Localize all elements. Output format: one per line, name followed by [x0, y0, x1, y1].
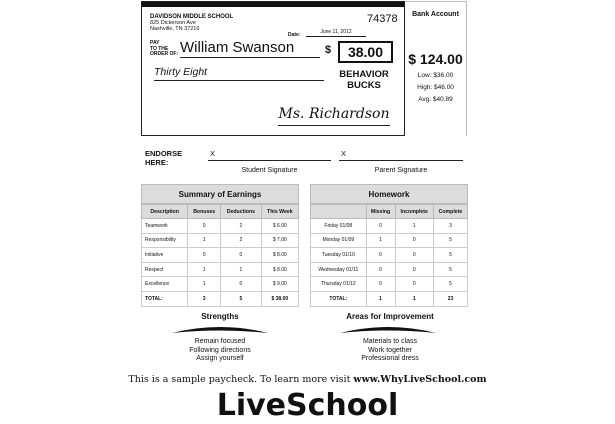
- table-cell: Initiative: [142, 248, 188, 263]
- table-cell: 0: [188, 219, 221, 234]
- homework-col-incomplete: Incomplete: [395, 205, 433, 219]
- table-cell: 1: [366, 233, 395, 248]
- list-item: Assign yourself: [196, 355, 244, 362]
- table-cell: 1: [221, 262, 262, 277]
- bank-avg: Avg: $40.89: [418, 96, 453, 103]
- strengths-title: Strengths: [201, 312, 239, 321]
- table-cell: Tuesday 01/10: [311, 248, 367, 263]
- table-cell: 2: [221, 219, 262, 234]
- table-row: [311, 262, 468, 277]
- school-address-line2: Nashville, TN 37216: [150, 26, 200, 32]
- table-cell: Thursday 01/12: [311, 277, 367, 292]
- parent-signature-label: Parent Signature: [374, 167, 428, 174]
- bank-total: $ 124.00: [408, 51, 463, 67]
- payee-name: William Swanson: [180, 39, 320, 58]
- table-cell: $ 9.00: [261, 277, 298, 292]
- list-item: Work together: [368, 346, 412, 354]
- table-row: [311, 233, 468, 248]
- homework-header-row: [311, 205, 468, 219]
- table-cell: 0: [395, 277, 433, 292]
- table-cell: 1: [188, 277, 221, 292]
- earnings-col-deductions: Deductions: [221, 205, 262, 219]
- bank-account-panel: [405, 1, 467, 136]
- amount-box: 38.00: [338, 41, 393, 63]
- table-cell: 5: [433, 233, 467, 248]
- table-cell: 1: [366, 291, 395, 306]
- list-item: Following directions: [189, 346, 251, 354]
- table-row: [142, 262, 299, 277]
- table-cell: 1: [395, 219, 433, 234]
- bucks-label-line2: BUCKS: [347, 80, 381, 91]
- improvement-swoosh-divider: [338, 324, 438, 336]
- table-cell: $ 38.00: [261, 291, 298, 306]
- earnings-title: Summary of Earnings: [141, 184, 299, 204]
- table-cell: $ 7.00: [261, 233, 298, 248]
- table-cell: 0: [366, 248, 395, 263]
- school-info: [150, 14, 233, 32]
- date-label: Date:: [288, 32, 301, 38]
- table-cell: 1: [188, 233, 221, 248]
- table-cell: 0: [395, 248, 433, 263]
- endorse-label-line1: ENDORSE: [145, 149, 183, 158]
- table-cell: 5: [433, 262, 467, 277]
- table-row: [142, 248, 299, 263]
- footer-note: [0, 374, 615, 385]
- table-cell: TOTAL:: [142, 291, 188, 306]
- table-cell: 0: [395, 233, 433, 248]
- table-cell: Monday 01/09: [311, 233, 367, 248]
- table-cell: Excellence: [142, 277, 188, 292]
- footer-url-link[interactable]: www.WhyLiveSchool.com: [353, 374, 487, 385]
- pay-to-label: [150, 41, 178, 58]
- table-cell: Wednesday 01/11: [311, 262, 367, 277]
- earnings-col-this-week: This Week: [261, 205, 298, 219]
- bank-title: Bank Account: [412, 11, 459, 18]
- endorse-label: [145, 149, 182, 167]
- table-cell: 23: [433, 291, 467, 306]
- table-cell: $ 8.00: [261, 262, 298, 277]
- table-row: [311, 219, 468, 234]
- footer-text: This is a sample paycheck. To learn more visit: [128, 374, 354, 385]
- bank-high: High: $46.00: [417, 84, 454, 91]
- table-cell: 3: [433, 219, 467, 234]
- homework-col-missing: Missing: [366, 205, 395, 219]
- table-cell: 0: [221, 248, 262, 263]
- table-cell: 0: [188, 248, 221, 263]
- amount-in-words: Thirty Eight: [154, 66, 324, 81]
- table-row: [311, 277, 468, 292]
- list-item: Remain focused: [194, 338, 246, 345]
- pay-label: PAY: [150, 40, 160, 46]
- list-item: Professional dress: [361, 355, 419, 362]
- school-name: DAVIDSON MIDDLE SCHOOL: [150, 14, 234, 20]
- table-cell: 5: [433, 277, 467, 292]
- table-row: [142, 277, 299, 292]
- table-cell: TOTAL:: [311, 291, 367, 306]
- check-number: 74378: [367, 13, 398, 25]
- endorse-label-line2: HERE:: [145, 158, 169, 167]
- student-signature-line[interactable]: [208, 160, 331, 161]
- bucks-label-line1: BEHAVIOR: [339, 69, 389, 80]
- table-row: [142, 233, 299, 248]
- table-cell: $ 6.00: [261, 219, 298, 234]
- table-cell: 0: [395, 262, 433, 277]
- improvement-title: Areas for Improvement: [346, 312, 434, 321]
- table-cell: 0: [366, 262, 395, 277]
- earnings-table: [141, 204, 299, 307]
- paycheck: [141, 1, 405, 136]
- check-top-bar: [142, 2, 404, 7]
- homework-title: Homework: [310, 184, 468, 204]
- table-cell: 1: [395, 291, 433, 306]
- table-cell: $ 8.00: [261, 248, 298, 263]
- student-signature-label: Student Signature: [241, 167, 298, 174]
- homework-total-row: [311, 291, 468, 306]
- strengths-swoosh-divider: [170, 324, 270, 336]
- table-cell: 5: [433, 248, 467, 263]
- table-cell: 3: [188, 291, 221, 306]
- earnings-col-description: Description: [142, 205, 188, 219]
- table-cell: Friday 01/08: [311, 219, 367, 234]
- table-cell: 1: [188, 262, 221, 277]
- school-address-line1: 825 Dickerson Ave: [150, 20, 196, 26]
- behavior-bucks-label: [334, 69, 394, 91]
- bank-low: Low: $36.00: [417, 72, 454, 79]
- table-cell: Respect: [142, 262, 188, 277]
- signature: Ms. Richardson: [278, 106, 390, 126]
- dollar-sign: $: [325, 44, 332, 56]
- homework-table: [310, 204, 468, 307]
- strengths-list: [160, 338, 280, 364]
- table-cell: 0: [366, 277, 395, 292]
- improvement-list: [325, 338, 455, 364]
- table-cell: Teamwork: [142, 219, 188, 234]
- table-cell: 0: [221, 277, 262, 292]
- table-cell: Responsibility: [142, 233, 188, 248]
- table-row: [311, 248, 468, 263]
- earnings-header-row: [142, 205, 299, 219]
- order-of-label: ORDER OF:: [150, 51, 179, 57]
- parent-x-mark: X: [341, 149, 347, 158]
- student-x-mark: X: [210, 149, 216, 158]
- homework-col-day: [311, 205, 367, 219]
- earnings-col-bonuses: Bonuses: [188, 205, 221, 219]
- earnings-total-row: [142, 291, 299, 306]
- liveschool-logo: LiveSchool: [216, 388, 399, 423]
- table-row: [142, 219, 299, 234]
- date-value: June 11, 2012: [306, 29, 366, 37]
- table-cell: 2: [221, 233, 262, 248]
- parent-signature-line[interactable]: [339, 160, 463, 161]
- list-item: Materials to class: [362, 338, 418, 345]
- to-the-label: TO THE: [150, 45, 169, 52]
- table-cell: 5: [221, 291, 262, 306]
- homework-col-complete: Complete: [433, 205, 467, 219]
- table-cell: 0: [366, 219, 395, 234]
